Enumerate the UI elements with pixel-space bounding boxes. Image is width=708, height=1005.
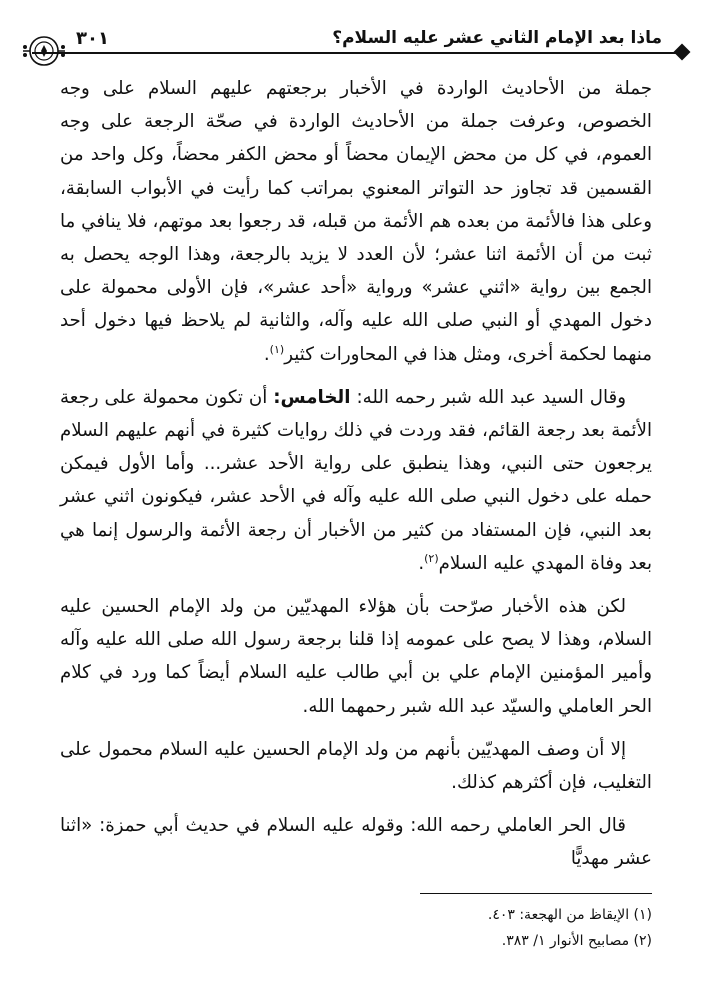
paragraph: قال الحر العاملي رحمه الله: وقوله عليه السلام في حديث أبي حمزة: «اثنا عشر مهديًّا <box>60 815 652 870</box>
footnote-ref: (٢) <box>424 551 439 565</box>
header-rule <box>32 52 678 54</box>
paragraph-intro: وقال السيد عبد الله شبر رحمه الله: <box>350 386 626 408</box>
paragraph <box>60 72 652 371</box>
main-text <box>60 72 652 886</box>
footnote: (١) الإيقاظ من الهجعة: ٤٠٣. <box>487 907 652 923</box>
paragraph: لكن هذه الأخبار صرّحت بأن هؤلاء المهديّين من ولد الإمام الحسين عليه السلام، وهذا لا يصح على عمومه إذا قلنا برجعة رسول الله صلى الله عليه وآله وأمير المؤمنين الإمام علي بن أبي طالب عليه السلام أيضاً كما ورد في كلام الحر العاملي والسيّد عبد الله شبر رحمهما الله. <box>60 596 652 717</box>
paragraph-text: أن تكون محمولة على رجعة الأئمة بعد رجعة القائم، فقد وردت في ذلك روايات كثيرة في أنهم عليهم السلام يرجعون حتى النبي، وهذا ينطبق على رواية الأحد عشر... وأما الأول فيمكن حمله على دخول النبي صلى الله عليه وآله في الأحد عشر، فيكونون اثني عشر بعد النبي، فإن المستفاد من كثير من الأخبار أن رجعة الأئمة والرسول إنما هي بعد وفاة المهدي عليه السلام <box>60 386 652 574</box>
footnote: (٢) مصابيح الأنوار ١/ ٣٨٣. <box>501 933 652 949</box>
footnotes <box>360 902 652 954</box>
paragraph-end: . <box>263 343 270 365</box>
page-number: ٣٠١ <box>70 28 115 49</box>
section-label: الخامس: <box>273 386 351 408</box>
page-header <box>22 28 688 68</box>
floral-ornament-icon <box>22 34 66 68</box>
running-title: ماذا بعد الإمام الثاني عشر عليه السلام؟ <box>326 28 668 48</box>
footnote-ref: (١) <box>269 342 285 356</box>
paragraph <box>60 381 652 580</box>
paragraph-end: . <box>418 552 425 574</box>
footnote-rule <box>420 893 652 894</box>
paragraph-text: جملة من الأحاديث الواردة في الأخبار برجعتهم عليهم السلام على وجه الخصوص، وعرفت جملة من الأحاديث الواردة في صحّة الرجعة على وجه العموم، في كل من محض الإيمان محضاً أو محض الكفر محضاً، وكل واحد من القسمين قد تجاوز حد التواتر المعنوي بمراتب كما رأيت في الأبواب السابقة، وعلى هذا فالأئمة من بعده هم الأئمة من قبله، قد رجعوا بعد موتهم، فلا ينافي ما ثبت من أن الأئمة اثنا عشر؛ لأن العدد لا يزيد بالرجعة، وهذا الوجه يحصل به الجمع بين رواية «اثني عشر» ورواية «أحد عشر»، فإن الأولى محمولة على دخول المهدي أو النبي صلى الله عليه وآله، والثانية لم يلاحظ فيها دخول أحد منهما لحكمة أخرى، ومثل هذا في المحاورات كثير <box>60 78 652 365</box>
paragraph: إلا أن وصف المهديّين بأنهم من ولد الإمام الحسين عليه السلام محمول على التغليب، فإن أكثرهم كذلك. <box>60 738 652 794</box>
diamond-ornament-icon <box>674 44 691 61</box>
